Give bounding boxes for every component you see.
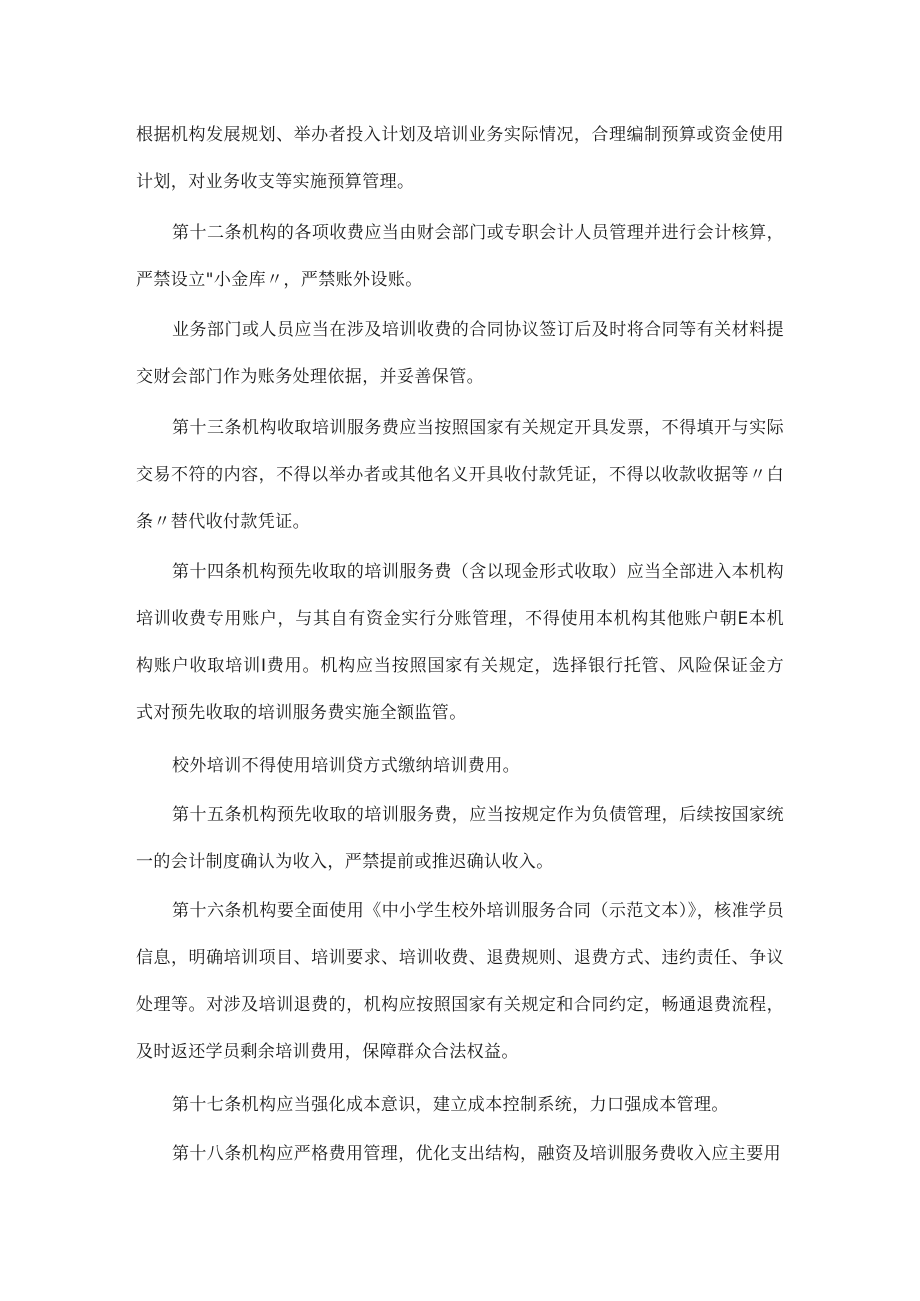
paragraph-article-17: 第十七条机构应当强化成本意识，建立成本控制系统，力口强成本管理。 <box>172 1095 729 1115</box>
paragraph-business-department: 业务部门或人员应当在涉及培训收费的合同协议签订后及时将合同等有关材料提交财会部门作为账务处理依据，并妥善保管。 <box>136 320 784 387</box>
paragraph-article-15: 第十五条机构预先收取的培训服务费，应当按规定作为负债管理，后续按国家统一的会计制度确认为收入，严禁提前或推迟确认收入。 <box>136 805 784 872</box>
paragraph-article-14: 第十四条机构预先收取的培训服务费（含以现金形式收取）应当全部进入本机构培训收费专用账户，与其自有资金实行分账管理，不得使用本机构其他账户朝E本机构账户收取培训I费用。机构应当按照国家有关规定，选择银行托管、风险保证金方式对预先收取的培训服务费实施全额监管。 <box>136 562 784 723</box>
paragraph-article-16: 第十六条机构要全面使用《中小学生校外培训服务合同（示范文本）》，核准学员信息，明确培训项目、培训要求、培训收费、退费规则、退费方式、违约责任、争议处理等。对涉及培训退费的，机构应按照国家有关规定和合同约定，畅通退费流程，及时返还学员剩余培训费用，保障群众合法权益。 <box>136 901 784 1062</box>
paragraph-training-loan: 校外培训不得使用培训贷方式缴纳培训费用。 <box>172 756 520 776</box>
paragraph-article-18: 第十八条机构应严格费用管理，优化支出结构，融资及培训服务费收入应主要用 <box>172 1144 781 1164</box>
paragraph-article-12: 第十二条机构的各项收费应当由财会部门或专职会计人员管理并进行会计核算，严禁设立"小金库〃，严禁账外设账。 <box>136 223 784 290</box>
paragraph-budget-planning: 根据机构发展规划、举办者投入计划及培训业务实际情况，合理编制预算或资金使用计划，对业务收支等实施预算管理。 <box>136 125 784 192</box>
paragraph-article-13: 第十三条机构收取培训服务费应当按照国家有关规定开具发票，不得填开与实际交易不符的内容，不得以举办者或其他名义开具收付款凭证，不得以收款收据等〃白条〃替代收付款凭证。 <box>136 418 784 532</box>
